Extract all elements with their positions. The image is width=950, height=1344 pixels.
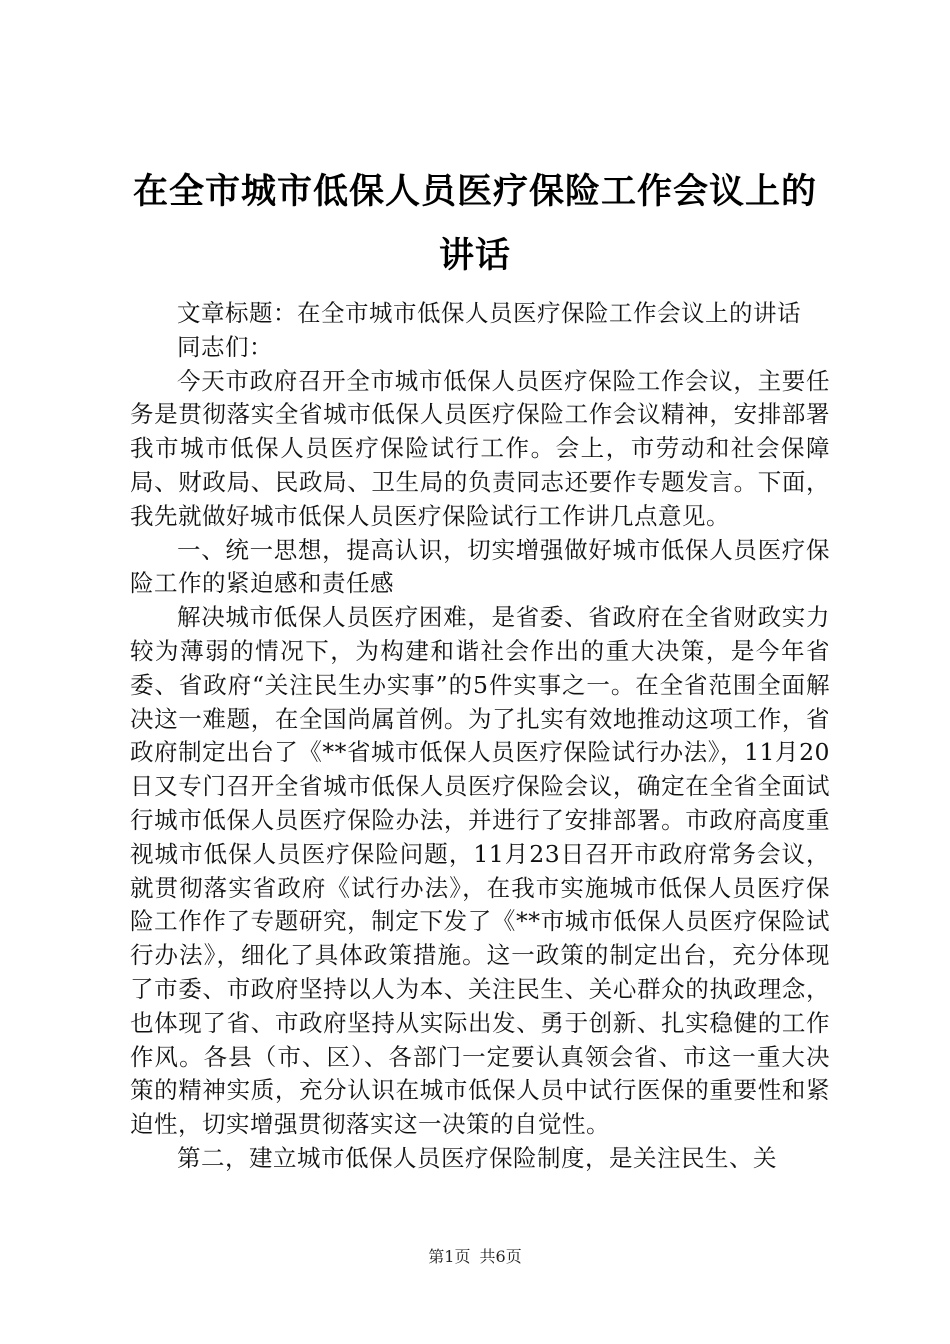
paragraph-body-1: 解决城市低保人员医疗困难，是省委、省政府在全省财政实力较为薄弱的情况下，为构建和谐社会作出的重大决策，是今年省委、省政府“关注民生办实事”的5件实事之一。在全省范围全面解决这一难题，在全国尚属首例。为了扎实有效地推动这项工作，省政府制定出台了《**省城市低保人员医疗保险试行办法》，11月20日又专门召开全省城市低保人员医疗保险会议，确定在全省全面试行城市低保人员医疗保险办法，并进行了安排部署。市政府高度重视城市低保人员医疗保险问题，11月23日召开市政府常务会议，就贯彻落实省政府《试行办法》，在我市实施城市低保人员医疗保险工作作了专题研究，制定下发了《**市城市低保人员医疗保险试行办法》，细化了具体政策措施。这一政策的制定出台，充分体现了市委、市政府坚持以人为本、关注民生、关心群众的执政理念，也体现了省、市政府坚持从实际出发、勇于创新、扎实稳健的工作作风。各县（市、区）、各部门一定要认真领会省、市这一重大决策的精神实质，充分认识在城市低保人员中试行医保的重要性和紧迫性，切实增强贯彻落实这一决策的自觉性。 xyxy=(130,603,830,1139)
salutation: 同志们： xyxy=(177,332,273,361)
page-number: 第1页 xyxy=(428,1247,471,1266)
section-heading-1: 一、统一思想，提高认识，切实增强做好城市低保人员医疗保险工作的紧迫感和责任感 xyxy=(130,535,830,598)
paragraph-body-2: 第二，建立城市低保人员医疗保险制度，是关注民生、关 xyxy=(177,1143,777,1172)
paragraph-intro: 今天市政府召开全市城市低保人员医疗保险工作会议，主要任务是贯彻落实全省城市低保人员医疗保险工作会议精神，安排部署我市城市低保人员医疗保险试行工作。会上，市劳动和社会保障局、财政局、民政局、卫生局的负责同志还要作专题发言。下面，我先就做好城市低保人员医疗保险试行工作讲几点意见。 xyxy=(130,366,830,530)
article-title-line: 文章标题：在全市城市低保人员医疗保险工作会议上的讲话 xyxy=(177,299,801,327)
page-footer xyxy=(0,1244,950,1267)
page-total: 共6页 xyxy=(479,1247,522,1266)
document-title: 在全市城市低保人员医疗保险工作会议上的讲话 xyxy=(132,172,817,276)
document-body xyxy=(130,297,830,1176)
